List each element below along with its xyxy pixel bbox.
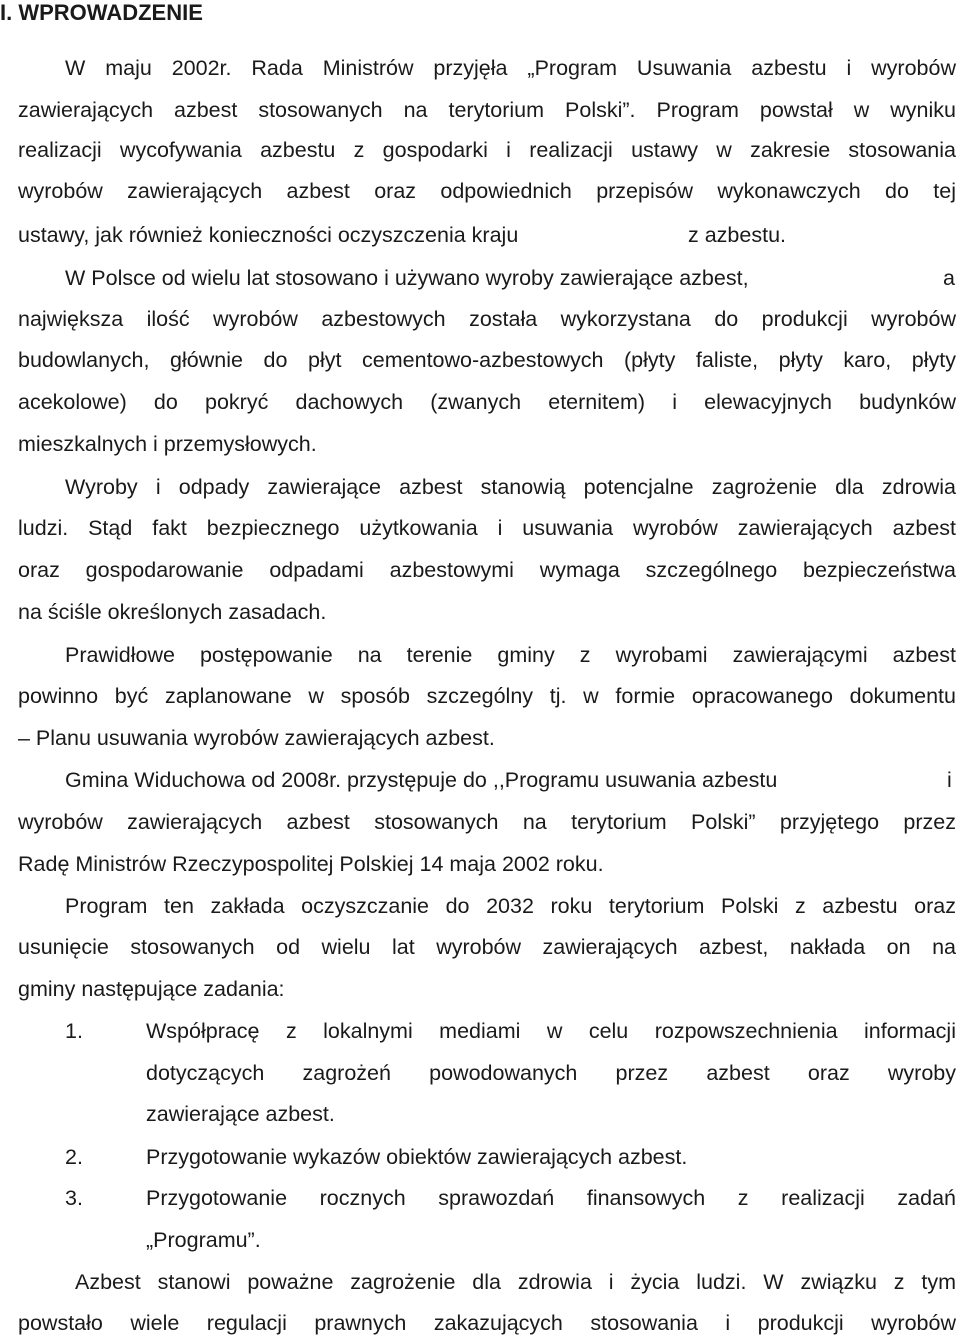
paragraph-3-line: oraz gospodarowanie odpadami azbestowymi wymaga szczególnego bezpieczeństwa [18,558,956,582]
paragraph-6-line: Program ten zakłada oczyszczanie do 2032 roku terytorium Polski z azbestu oraz [65,894,956,918]
paragraph-4-line: – Planu usuwania wyrobów zawierających azbest. [18,726,495,750]
paragraph-6-line: usunięcie stosowanych od wielu lat wyrobów zawierających azbest, nakłada on na [18,935,956,959]
paragraph-4-line: Prawidłowe postępowanie na terenie gminy z wyrobami zawierającymi azbest [65,643,956,667]
paragraph-5-line: Radę Ministrów Rzeczypospolitej Polskiej 14 maja 2002 roku. [18,852,604,876]
paragraph-4-line: powinno być zaplanowane w sposób szczególny tj. w formie opracowanego dokumentu [18,684,956,708]
paragraph-5-text: Gmina Widuchowa od 2008r. przystępuje do ,,Programu usuwania azbestu [65,768,778,792]
paragraph-3-line: Wyroby i odpady zawierające azbest stanowią potencjalne zagrożenie dla zdrowia [65,475,956,499]
paragraph-1-line: zawierających azbest stosowanych na terytorium Polski”. Program powstał w wyniku [18,98,956,122]
paragraph-2-line: mieszkalnych i przemysłowych. [18,432,317,456]
list-item-line: Przygotowanie rocznych sprawozdań finansowych z realizacji zadań [146,1186,956,1210]
paragraph-1-line: wyrobów zawierających azbest oraz odpowiednich przepisów wykonawczych do tej [18,179,956,203]
paragraph-5-text: i [947,768,952,792]
list-item-line: Współpracę z lokalnymi mediami w celu rozpowszechnienia informacji [146,1019,956,1043]
paragraph-1-line [18,219,956,251]
paragraph-2-line [65,262,956,294]
paragraph-1-line: W maju 2002r. Rada Ministrów przyjęła „Program Usuwania azbestu i wyrobów [65,56,956,80]
paragraph-2-text: W Polsce od wielu lat stosowano i używano wyroby zawierające azbest, [65,266,749,290]
paragraph-1-line: realizacji wycofywania azbestu z gospodarki i realizacji ustawy w zakresie stosowania [18,138,956,162]
paragraph-3-line: na ściśle określonych zasadach. [18,600,327,624]
list-item-line: „Programu”. [146,1228,261,1252]
paragraph-5-line: wyrobów zawierających azbest stosowanych na terytorium Polski” przyjętego przez [18,810,956,834]
list-item-number: 2. [65,1145,83,1169]
list-item-number: 3. [65,1186,83,1210]
paragraph-5-line [65,764,956,796]
paragraph-2-line: acekolowe) do pokryć dachowych (zwanych eternitem) i elewacyjnych budynków [18,390,956,414]
paragraph-1-text: z azbestu. [688,223,786,247]
paragraph-6-line: gminy następujące zadania: [18,977,285,1001]
paragraph-2-text: a [943,266,955,290]
paragraph-7-line: powstało wiele regulacji prawnych zakazujących stosowania i produkcji wyrobów [18,1311,956,1335]
list-item-line: zawierające azbest. [146,1102,335,1126]
paragraph-2-line: budowlanych, głównie do płyt cementowo-azbestowych (płyty faliste, płyty karo, płyty [18,348,956,372]
list-item-line: dotyczących zagrożeń powodowanych przez azbest oraz wyroby [146,1061,956,1085]
section-heading: I. WPROWADZENIE [0,0,203,25]
list-item-number: 1. [65,1019,83,1043]
paragraph-2-line: największa ilość wyrobów azbestowych została wykorzystana do produkcji wyrobów [18,307,956,331]
paragraph-3-line: ludzi. Stąd fakt bezpiecznego użytkowania i usuwania wyrobów zawierających azbest [18,516,956,540]
paragraph-7-line: Azbest stanowi poważne zagrożenie dla zdrowia i życia ludzi. W związku z tym [75,1270,956,1294]
list-item-line: Przygotowanie wykazów obiektów zawierających azbest. [146,1145,688,1169]
paragraph-1-text: ustawy, jak również konieczności oczyszczenia kraju [18,223,519,247]
